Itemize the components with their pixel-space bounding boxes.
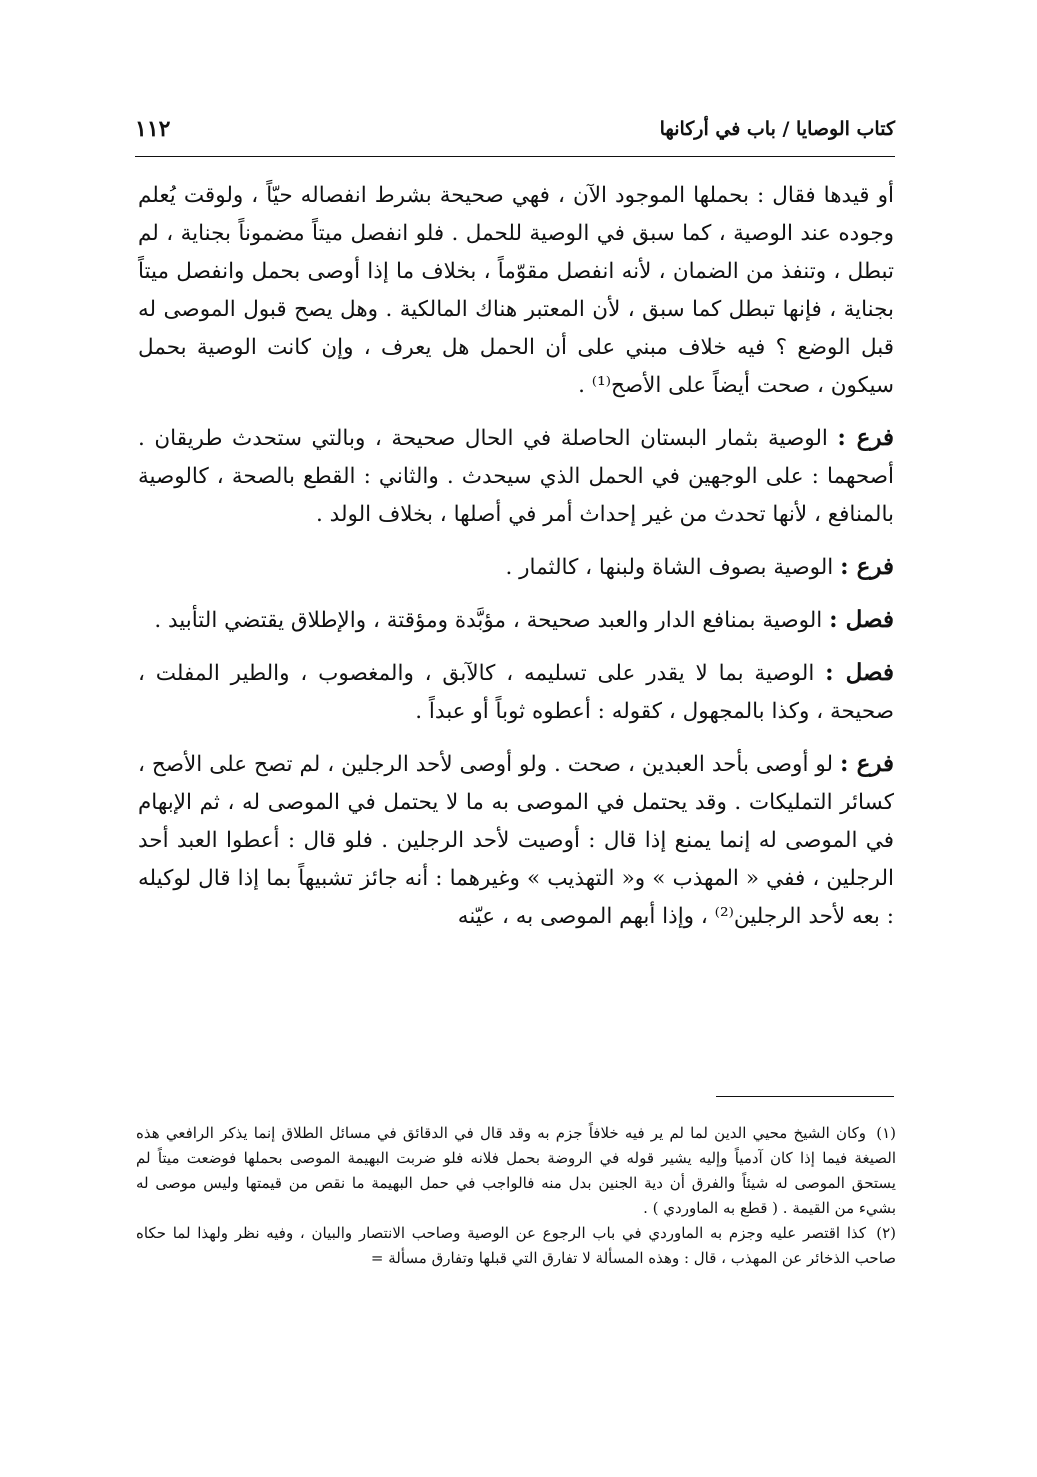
paragraph-text: لو أوصى بأحد العبدين ، صحت . ولو أوصى لأحد الرجلين ، لم تصح على الأصح ، كسائر التمليكات . وقد يحتمل في الموصى به ما لا يحتمل في الموصى له ، ثم الإبهام في الموصى له إنما يمنع إذا قال : أوصيت لأحد الرجلين . فلو قال : أعطوا العبد أحد الرجلين ، ففي « المهذب » و« التهذيب » وغيرهما : أنه جائز تشبيهاً بما إذا قال لوكيله : بعه لأحد الرجلين⁽²⁾ ، وإذا أبهم الموصى به ، عيّنه bbox=[138, 752, 894, 929]
paragraph-text: أو قيدها فقال : بحملها الموجود الآن ، فهي صحيحة بشرط انفصاله حيّاً ، ولوقت يُعلم وجوده عند الوصية ، كما سبق في الوصية للحمل . فلو انفصل ميتاً مضموناً بجناية ، لم تبطل ، وتنفذ من الضمان ، لأنه انفصل مقوّماً ، بخلاف ما إذا أوصى بحمل وانفصل ميتاً بجناية ، فإنها تبطل كما سبق ، لأن المعتبر هناك المالكية . وهل يصح قبول الموصى له قبل الوضع ؟ فيه خلاف مبني على أن الحمل هل يعرف ، وإن كانت الوصية بحمل سيكون ، صحت أيضاً على الأصح⁽¹⁾ . bbox=[138, 183, 894, 398]
footnotes bbox=[136, 1121, 896, 1271]
footnote-text: كذا اقتصر عليه وجزم به الماوردي في باب الرجوع عن الوصية وصاحب الانتصار والبيان ، وفيه نظر ولهذا لما حكاه صاحب الذخائر عن المهذب ، قال : وهذه المسألة لا تفارق التي قبلها وتفارق مسألة = bbox=[136, 1224, 896, 1267]
footnote-separator bbox=[716, 1096, 894, 1097]
paragraph bbox=[138, 745, 894, 936]
footnote-number: (١) bbox=[876, 1124, 896, 1142]
section-keyword: فرع : bbox=[839, 750, 895, 777]
paragraph-text: الوصية بما لا يقدر على تسليمه ، كالآبق ، والمغصوب ، والطير المفلت ، صحيحة ، وكذا بالمجهول ، كقوله : أعطوه ثوباً أو عبداً . bbox=[138, 661, 894, 724]
paragraph-text: الوصية بمنافع الدار والعبد صحيحة ، مؤبَّدة ومؤقتة ، والإطلاق يقتضي التأبيد . bbox=[154, 608, 823, 633]
section-keyword: فرع : bbox=[840, 553, 894, 580]
section-keyword: فصل : bbox=[829, 606, 894, 633]
paragraph-text: الوصية بصوف الشاة ولبنها ، كالثمار . bbox=[505, 555, 834, 580]
footnote bbox=[136, 1121, 896, 1221]
footnote bbox=[136, 1221, 896, 1271]
footnote-number: (٢) bbox=[876, 1224, 896, 1242]
page-header bbox=[135, 112, 895, 160]
paragraph bbox=[138, 177, 894, 405]
paragraph bbox=[138, 654, 894, 731]
header-rule bbox=[135, 156, 895, 157]
main-text bbox=[138, 177, 894, 936]
section-keyword: فصل : bbox=[825, 659, 895, 686]
paragraph-text: الوصية بثمار البستان الحاصلة في الحال صحيحة ، وبالتي ستحدث طريقان . أصحهما : على الوجهين في الحمل الذي سيحدث . والثاني : القطع بالصحة ، كالوصية بالمنافع ، لأنها تحدث من غير إحداث أمر في أصلها ، بخلاف الولد . bbox=[138, 426, 894, 527]
paragraph bbox=[138, 601, 894, 640]
paragraph bbox=[138, 419, 894, 534]
page-number: ١١٢ bbox=[135, 116, 171, 142]
footnote-text: وكان الشيخ محيي الدين لما لم ير فيه خلافاً جزم به وقد قال في الدقائق في مسائل الطلاق إنما يذكر الرافعي هذه الصيغة فيما إذا كان آدمياً وإليه يشير قوله في الروضة بحمل فلانه فلو ضربت البهيمة الموصى بحملها فوضعت ميتاً لم يستحق الموصى له شيئاً والفرق أن دية الجنين بدل منه فالواجب في حمل البهيمة ما نقص من قيمتها وليس موصى له بشيء من القيمة . ( قطع به الماوردي ) . bbox=[136, 1124, 896, 1217]
running-header-title: كتاب الوصايا / باب في أركانها bbox=[659, 118, 895, 140]
paragraph bbox=[138, 548, 894, 587]
section-keyword: فرع : bbox=[837, 424, 894, 451]
